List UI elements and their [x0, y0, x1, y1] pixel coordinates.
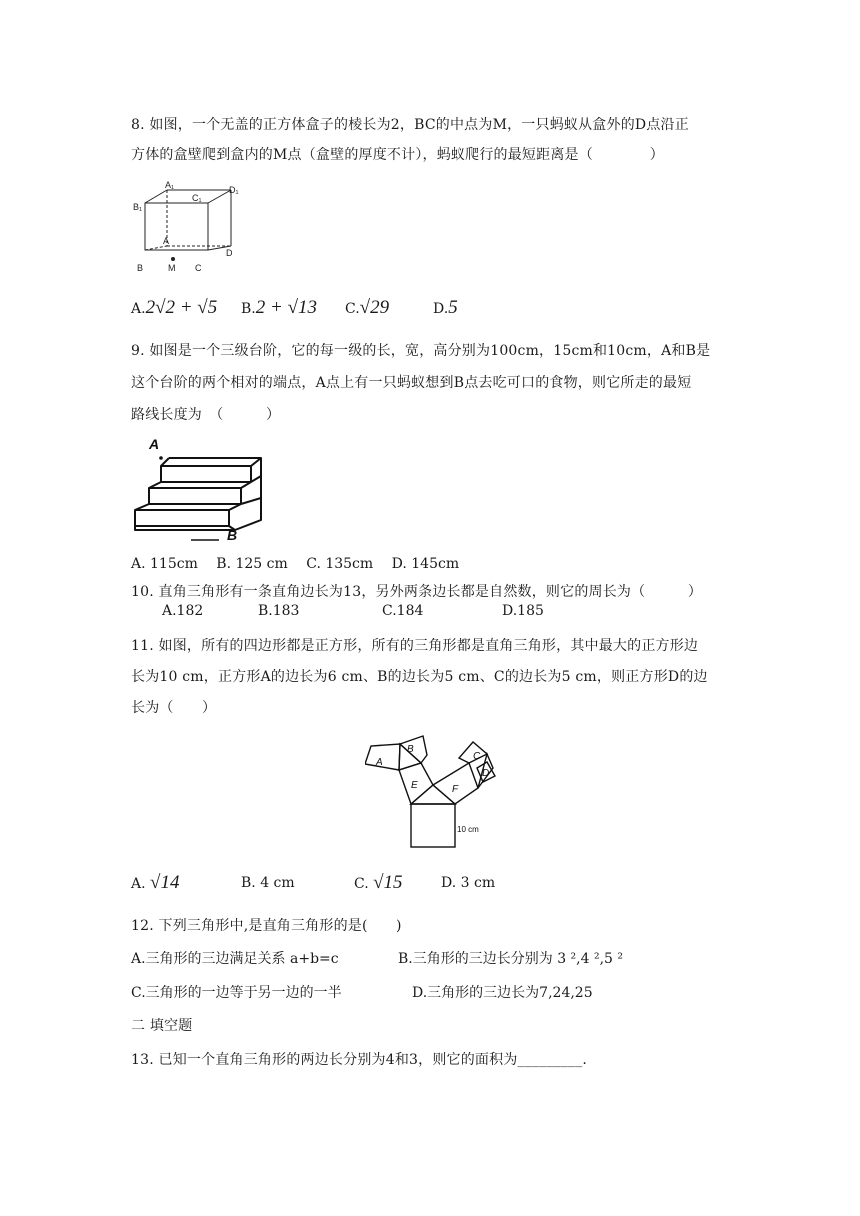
q11-option-b: B. 4 cm [241, 875, 295, 891]
q8-text-line1: 8. 如图，一个无盖的正方体盒子的棱长为2，BC的中点为M，一只蚂蚁从盒外的D点沿正 [131, 117, 689, 133]
q8-cube-figure [131, 180, 246, 275]
q9-text-line1: 9. 如图是一个三级台阶，它的每一级的长，宽，高分别为100cm，15cm和10cm，A和B是 [131, 343, 711, 359]
q9-text-line2: 这个台阶的两个相对的端点，A点上有一只蚂蚁想到B点去吃可口的食物，则它所走的最短 [131, 375, 692, 391]
label-side-length: 10 cm [457, 825, 479, 834]
label-b: B [407, 744, 414, 755]
q8-option-c: C.√29 [345, 297, 390, 318]
q11-option-c: C. √15 [354, 872, 403, 893]
label-m: M [168, 263, 176, 273]
label-b: B [137, 263, 144, 273]
q10-text-line1: 10. 直角三角形有一条直角边长为13，另外两条边长都是自然数，则它的周长为（ ） [131, 584, 703, 600]
label-b1: B₁ [133, 202, 143, 212]
q8-option-b: B.2 + √13 [241, 297, 317, 318]
q10-option-d: D.185 [502, 603, 544, 619]
q9-text-line3: 路线长度为 （ ） [131, 407, 281, 423]
q12-text-line1: 12. 下列三角形中,是直角三角形的是( ) [131, 918, 402, 934]
label-c: C [473, 751, 481, 762]
label-f: F [452, 784, 459, 795]
point-m-dot [171, 257, 175, 261]
label-d: D [482, 768, 490, 779]
q11-text-line3: 长为（ ） [131, 700, 217, 716]
q11-option-a: A. √14 [131, 872, 180, 893]
q13-text-line1: 13. 已知一个直角三角形的两边长分别为4和3，则它的面积为_________. [131, 1052, 587, 1068]
q11-text-line2: 长为10 cm，正方形A的边长为6 cm、B的边长为5 cm、C的边长为5 cm，则正方形D的边 [131, 669, 708, 685]
q9-stairs-figure [131, 436, 271, 542]
q11-option-d: D. 3 cm [441, 875, 496, 891]
q11-text-line1: 11. 如图，所有的四边形都是正方形，所有的三角形都是直角三角形，其中最大的正方形边 [131, 638, 699, 654]
q8-option-a: A.2√2 + √5 [131, 297, 218, 318]
q12-option-a: A.三角形的三边满足关系 a+b=c [131, 951, 339, 967]
q12-option-b: B.三角形的三边长分别为 3 ²,4 ²,5 ² [398, 951, 623, 967]
q10-option-c: C.184 [382, 603, 424, 619]
q10-option-b: B.183 [258, 603, 300, 619]
q9-options: A. 115cm B. 125 cm C. 135cm D. 145cm [131, 556, 460, 572]
q12-option-c: C.三角形的一边等于另一边的一半 [131, 985, 342, 1001]
big-square [411, 804, 455, 847]
label-c: C [195, 263, 202, 273]
section-title-fill-in: 二 填空题 [131, 1018, 193, 1034]
label-c1: C₁ [192, 193, 202, 203]
label-a: A [149, 436, 160, 452]
label-e: E [411, 780, 418, 791]
label-a1: A₁ [165, 180, 175, 190]
q12-option-d: D.三角形的三边长为7,24,25 [412, 985, 593, 1001]
q8-option-d: D.5 [433, 297, 458, 318]
label-b: B [227, 527, 238, 542]
label-a: A [376, 757, 383, 768]
q10-option-a: A.182 [162, 603, 204, 619]
label-d: D [226, 248, 233, 258]
q8-text-line2: 方体的盒壁爬到盒内的M点（盒壁的厚度不计），蚂蚁爬行的最短距离是（ ） [131, 147, 664, 163]
label-a: A [163, 236, 170, 246]
q11-squares-figure [365, 732, 515, 850]
label-d1: D₁ [229, 185, 239, 195]
